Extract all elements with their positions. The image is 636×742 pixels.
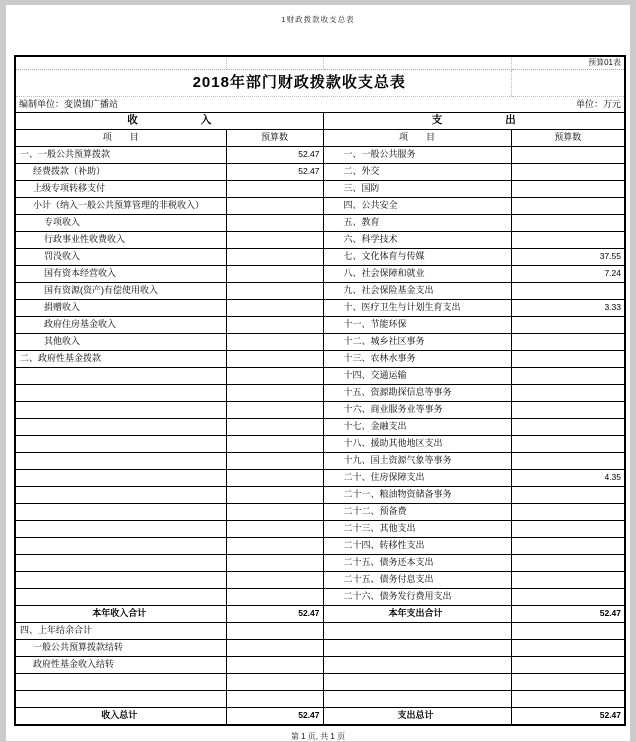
income-item-cell: [15, 691, 226, 708]
income-value-cell: [226, 691, 323, 708]
table-row: [15, 708, 625, 726]
income-item-cell: 收入总计: [15, 708, 226, 726]
expense-item-header: 项 目: [323, 130, 511, 147]
table-row: [15, 181, 625, 198]
expense-value-cell: [511, 623, 625, 640]
expense-item-cell: 十一、节能环保: [323, 317, 511, 334]
page-title: 2018年部门财政拨款收支总表: [15, 70, 511, 97]
income-value-cell: [226, 674, 323, 691]
form-code-spacer: [226, 56, 323, 70]
income-value-cell: [226, 266, 323, 283]
income-value-cell: [226, 232, 323, 249]
table-row: [15, 453, 625, 470]
income-item-cell: 政府住房基金收入: [15, 317, 226, 334]
table-row: [15, 249, 625, 266]
expense-item-cell: [323, 691, 511, 708]
table-row: [15, 232, 625, 249]
income-amount-header: 预算数: [226, 130, 323, 147]
income-value-cell: [226, 198, 323, 215]
expense-value-cell: [511, 436, 625, 453]
expense-value-cell: [511, 368, 625, 385]
income-item-cell: 国有资本经营收入: [15, 266, 226, 283]
income-value-cell: [226, 623, 323, 640]
expense-value-cell: [511, 521, 625, 538]
income-value-cell: [226, 589, 323, 606]
expense-item-cell: 二十一、粮油物资储备事务: [323, 487, 511, 504]
expense-value-cell: 7.24: [511, 266, 625, 283]
income-value-cell: [226, 640, 323, 657]
prepared-by-label: 编制单位：变谟镇广播站: [19, 98, 119, 109]
income-value-cell: [226, 215, 323, 232]
column-header-row: [15, 130, 625, 147]
income-value-cell: [226, 402, 323, 419]
table-row: [15, 164, 625, 181]
expense-value-cell: [511, 487, 625, 504]
income-item-cell: 本年收入合计: [15, 606, 226, 623]
expense-value-cell: [511, 402, 625, 419]
income-value-cell: 52.47: [226, 708, 323, 726]
budget-table: [14, 55, 626, 726]
income-item-cell: [15, 538, 226, 555]
expense-value-cell: [511, 181, 625, 198]
expense-value-cell: [511, 164, 625, 181]
income-value-cell: 52.47: [226, 164, 323, 181]
table-row: [15, 589, 625, 606]
expense-item-cell: 三、国防: [323, 181, 511, 198]
income-value-cell: [226, 283, 323, 300]
income-item-cell: 政府性基金收入结转: [15, 657, 226, 674]
income-item-cell: [15, 555, 226, 572]
table-row: [15, 436, 625, 453]
table-row: [15, 674, 625, 691]
income-item-cell: [15, 402, 226, 419]
income-value-cell: 52.47: [226, 147, 323, 164]
table-row: [15, 504, 625, 521]
expense-value-cell: [511, 283, 625, 300]
form-code-spacer: [323, 56, 511, 70]
expense-value-cell: [511, 147, 625, 164]
expense-item-cell: [323, 674, 511, 691]
income-value-cell: [226, 521, 323, 538]
income-item-cell: [15, 487, 226, 504]
income-value-cell: [226, 351, 323, 368]
table-row: [15, 147, 625, 164]
expense-item-cell: 十二、城乡社区事务: [323, 334, 511, 351]
expense-item-cell: 十九、国土资源气象等事务: [323, 453, 511, 470]
income-value-cell: 52.47: [226, 606, 323, 623]
table-row: [15, 351, 625, 368]
income-item-cell: 罚没收入: [15, 249, 226, 266]
income-item-cell: 国有资源(资产)有偿使用收入: [15, 283, 226, 300]
table-row: [15, 487, 625, 504]
expense-item-cell: 十七、金融支出: [323, 419, 511, 436]
income-item-cell: 捐赠收入: [15, 300, 226, 317]
table-row: [15, 300, 625, 317]
income-item-cell: 上级专项转移支付: [15, 181, 226, 198]
income-item-cell: 一般公共预算拨款结转: [15, 640, 226, 657]
title-row: [15, 70, 625, 97]
expense-value-cell: 52.47: [511, 708, 625, 726]
table-row: [15, 521, 625, 538]
income-value-cell: [226, 317, 323, 334]
expense-value-cell: [511, 232, 625, 249]
expense-value-cell: 3.33: [511, 300, 625, 317]
document-page: [6, 5, 630, 741]
table-row: [15, 419, 625, 436]
income-value-cell: [226, 572, 323, 589]
table-row: [15, 266, 625, 283]
income-item-cell: 其他收入: [15, 334, 226, 351]
income-item-cell: [15, 470, 226, 487]
expense-item-cell: 八、社会保障和就业: [323, 266, 511, 283]
title-spacer: [511, 70, 625, 97]
expense-value-cell: [511, 385, 625, 402]
income-section-header: 收 入: [15, 113, 323, 130]
expense-item-cell: 二十四、转移性支出: [323, 538, 511, 555]
expense-item-cell: 十八、援助其他地区支出: [323, 436, 511, 453]
income-item-cell: [15, 453, 226, 470]
income-value-cell: [226, 555, 323, 572]
table-row: [15, 640, 625, 657]
income-item-cell: [15, 419, 226, 436]
table-row: [15, 317, 625, 334]
form-code: 预算01表: [511, 56, 625, 70]
income-value-cell: [226, 504, 323, 521]
prepared-by-row: [15, 97, 625, 113]
expense-value-cell: [511, 334, 625, 351]
table-row: [15, 691, 625, 708]
income-item-cell: 二、政府性基金拨款: [15, 351, 226, 368]
income-value-cell: [226, 436, 323, 453]
expense-item-cell: 二十六、债务发行费用支出: [323, 589, 511, 606]
income-value-cell: [226, 419, 323, 436]
expense-item-cell: 七、文化体育与传媒: [323, 249, 511, 266]
table-row: [15, 572, 625, 589]
income-value-cell: [226, 453, 323, 470]
expense-item-cell: 六、科学技术: [323, 232, 511, 249]
income-item-cell: [15, 504, 226, 521]
income-item-cell: [15, 674, 226, 691]
expense-item-cell: 四、公共安全: [323, 198, 511, 215]
income-value-cell: [226, 657, 323, 674]
income-item-cell: [15, 368, 226, 385]
expense-value-cell: [511, 538, 625, 555]
form-code-spacer: [15, 56, 226, 70]
table-row: [15, 368, 625, 385]
income-value-cell: [226, 249, 323, 266]
expense-value-cell: [511, 657, 625, 674]
table-row: [15, 215, 625, 232]
expense-item-cell: 二十、住房保障支出: [323, 470, 511, 487]
expense-amount-header: 预算数: [511, 130, 625, 147]
income-item-cell: 专项收入: [15, 215, 226, 232]
income-value-cell: [226, 487, 323, 504]
expense-value-cell: [511, 504, 625, 521]
expense-value-cell: [511, 589, 625, 606]
expense-item-cell: 五、教育: [323, 215, 511, 232]
expense-value-cell: [511, 555, 625, 572]
expense-item-cell: [323, 640, 511, 657]
page-number: 第 1 页, 共 1 页: [290, 732, 346, 741]
expense-item-cell: 二十五、债务付息支出: [323, 572, 511, 589]
table-row: [15, 606, 625, 623]
income-item-cell: [15, 436, 226, 453]
income-value-cell: [226, 538, 323, 555]
income-value-cell: [226, 334, 323, 351]
expense-value-cell: [511, 674, 625, 691]
expense-value-cell: 52.47: [511, 606, 625, 623]
expense-item-cell: 二十三、其他支出: [323, 521, 511, 538]
income-item-cell: [15, 521, 226, 538]
income-value-cell: [226, 385, 323, 402]
expense-item-cell: [323, 657, 511, 674]
table-row: [15, 657, 625, 674]
expense-item-cell: 十六、商业服务业等事务: [323, 402, 511, 419]
income-item-cell: 四、上年结余合计: [15, 623, 226, 640]
table-row: [15, 538, 625, 555]
income-item-cell: 行政事业性收费收入: [15, 232, 226, 249]
expense-item-cell: 支出总计: [323, 708, 511, 726]
income-item-cell: 小计（纳入一般公共预算管理的非税收入）: [15, 198, 226, 215]
unit-label: 单位：万元: [575, 98, 621, 109]
table-body: [15, 147, 625, 726]
section-header-row: [15, 113, 625, 130]
income-item-header: 项 目: [15, 130, 226, 147]
expense-value-cell: [511, 351, 625, 368]
income-item-cell: [15, 589, 226, 606]
table-row: [15, 198, 625, 215]
table-row: [15, 623, 625, 640]
expense-section-header: 支 出: [323, 113, 625, 130]
expense-item-cell: 本年支出合计: [323, 606, 511, 623]
form-code-row: [15, 56, 625, 70]
expense-item-cell: [323, 623, 511, 640]
expense-value-cell: [511, 198, 625, 215]
expense-item-cell: 十四、交通运输: [323, 368, 511, 385]
table-row: [15, 283, 625, 300]
expense-item-cell: 十、医疗卫生与计划生育支出: [323, 300, 511, 317]
expense-value-cell: [511, 419, 625, 436]
expense-value-cell: [511, 317, 625, 334]
expense-item-cell: 二十二、预备费: [323, 504, 511, 521]
expense-item-cell: 十三、农林水事务: [323, 351, 511, 368]
expense-value-cell: [511, 453, 625, 470]
income-item-cell: [15, 572, 226, 589]
expense-item-cell: 二、外交: [323, 164, 511, 181]
table-row: [15, 402, 625, 419]
income-value-cell: [226, 300, 323, 317]
table-row: [15, 334, 625, 351]
table-row: [15, 555, 625, 572]
income-value-cell: [226, 181, 323, 198]
expense-value-cell: [511, 691, 625, 708]
expense-value-cell: [511, 572, 625, 589]
expense-value-cell: 37.55: [511, 249, 625, 266]
sheet-tab-label: 1财政拨款收支总表: [281, 15, 355, 24]
expense-item-cell: 二十五、债务还本支出: [323, 555, 511, 572]
income-value-cell: [226, 470, 323, 487]
income-item-cell: [15, 385, 226, 402]
income-item-cell: 一、一般公共预算拨款: [15, 147, 226, 164]
expense-value-cell: 4.35: [511, 470, 625, 487]
table-row: [15, 385, 625, 402]
table-row: [15, 470, 625, 487]
expense-item-cell: 九、社会保险基金支出: [323, 283, 511, 300]
income-item-cell: 经费拨款（补助）: [15, 164, 226, 181]
expense-value-cell: [511, 640, 625, 657]
income-value-cell: [226, 368, 323, 385]
expense-value-cell: [511, 215, 625, 232]
expense-item-cell: 十五、资源勘探信息等事务: [323, 385, 511, 402]
expense-item-cell: 一、一般公共服务: [323, 147, 511, 164]
